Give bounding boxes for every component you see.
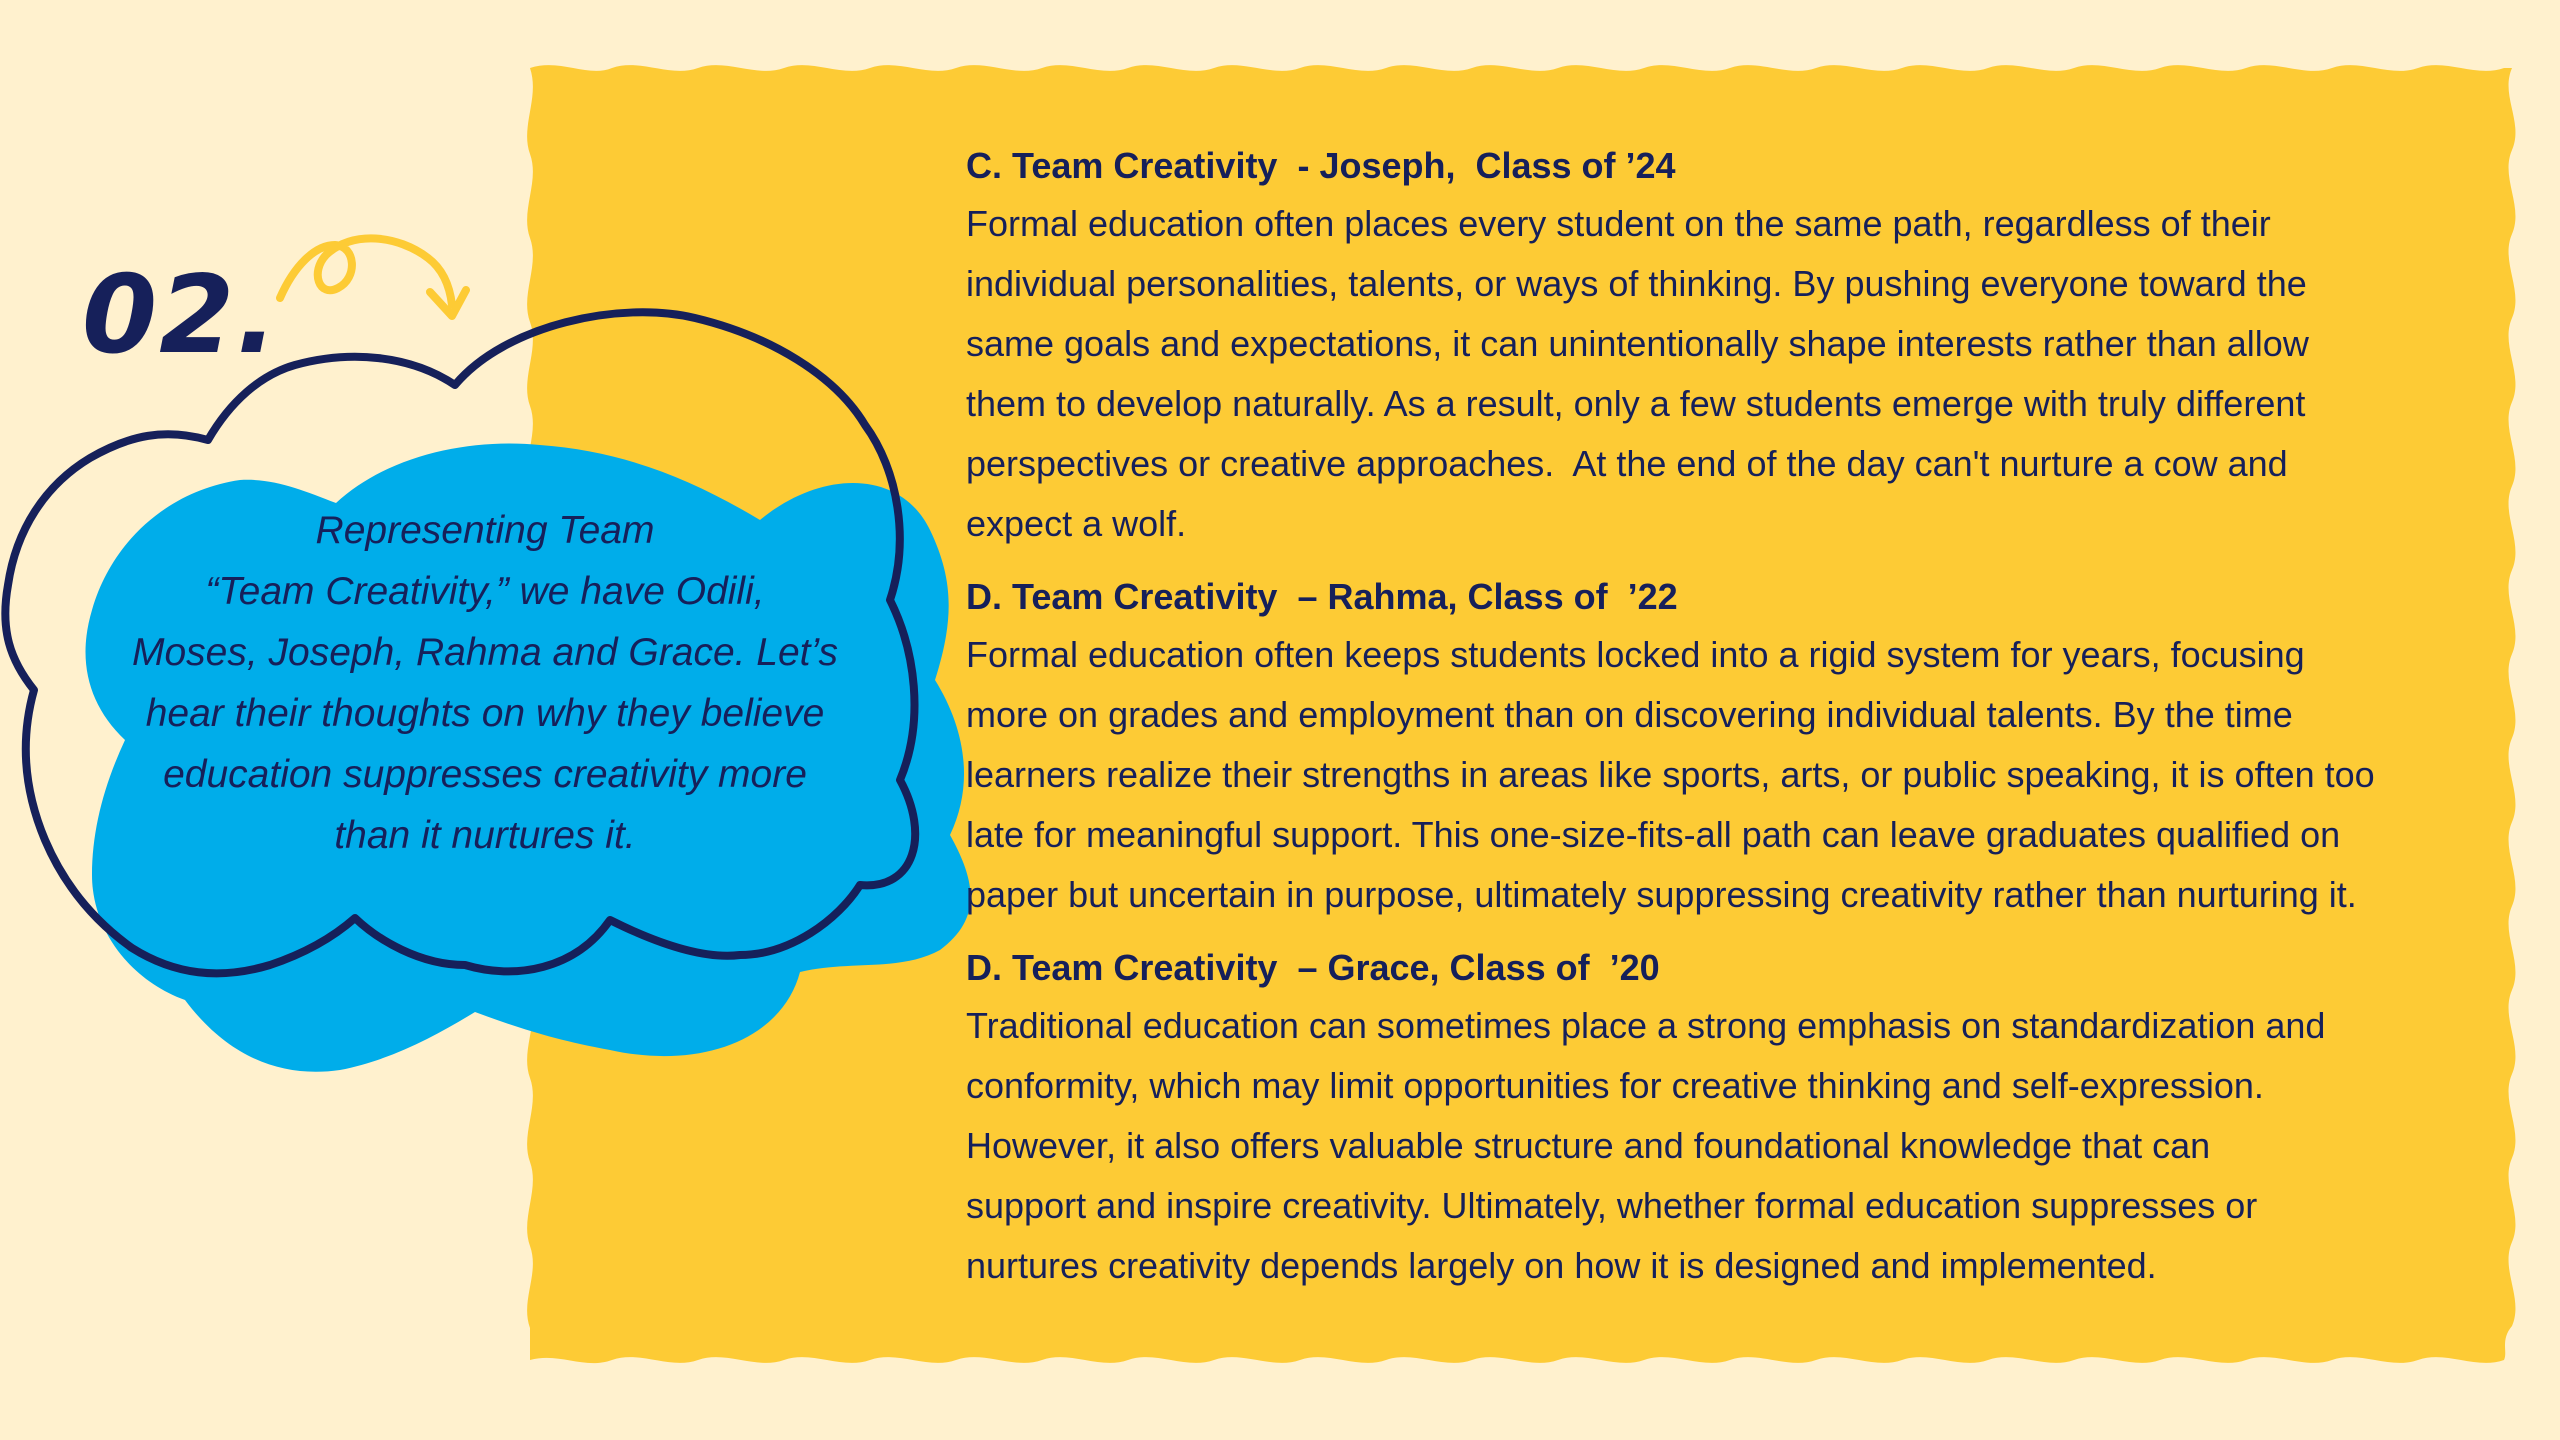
testimonial-body [966, 194, 2476, 554]
testimonial-joseph [966, 138, 2476, 554]
testimonial-line: learners realize their strengths in areas like sports, arts, or public speaking, it is often too [966, 754, 2375, 795]
curly-arrow-icon [280, 238, 466, 316]
testimonial-heading: C. Team Creativity - Joseph, Class of ’24 [966, 145, 1676, 186]
testimonial-line: perspectives or creative approaches. At the end of the day can't nurture a cow and [966, 443, 2288, 484]
team-intro-line: than it nurtures it. [334, 814, 636, 857]
testimonial-line: individual personalities, talents, or ways of thinking. By pushing everyone toward the [966, 263, 2307, 304]
testimonial-line: However, it also offers valuable structure and foundational knowledge that can [966, 1125, 2211, 1166]
testimonial-body [966, 625, 2476, 925]
testimonials-panel [966, 138, 2476, 1311]
team-intro-line: education suppresses creativity more [163, 753, 807, 796]
team-intro [115, 500, 855, 866]
testimonial-grace [966, 940, 2476, 1296]
testimonial-line: support and inspire creativity. Ultimately, whether formal education suppresses or [966, 1185, 2258, 1226]
testimonial-line: Traditional education can sometimes place a strong emphasis on standardization and [966, 1005, 2326, 1046]
testimonial-line: nurtures creativity depends largely on how it is designed and implemented. [966, 1245, 2157, 1286]
testimonial-heading: D. Team Creativity – Grace, Class of ’20 [966, 947, 1660, 988]
testimonial-line: paper but uncertain in purpose, ultimately suppressing creativity rather than nurturing it. [966, 874, 2357, 915]
testimonial-heading: D. Team Creativity – Rahma, Class of ’22 [966, 576, 1678, 617]
testimonial-line: them to develop naturally. As a result, only a few students emerge with truly different [966, 383, 2306, 424]
testimonial-line: Formal education often keeps students locked into a rigid system for years, focusing [966, 634, 2305, 675]
team-intro-line: “Team Creativity,” we have Odili, [205, 570, 765, 613]
testimonial-body [966, 996, 2476, 1296]
testimonial-rahma [966, 569, 2476, 925]
team-intro-line: hear their thoughts on why they believe [145, 692, 825, 735]
section-number: 02. [82, 253, 280, 378]
testimonial-line: late for meaningful support. This one-size-fits-all path can leave graduates qualified on [966, 814, 2341, 855]
team-intro-line: Representing Team [315, 509, 655, 552]
testimonial-line: expect a wolf. [966, 503, 1187, 544]
testimonial-line: same goals and expectations, it can unintentionally shape interests rather than allow [966, 323, 2309, 364]
testimonial-line: Formal education often places every student on the same path, regardless of their [966, 203, 2271, 244]
testimonial-line: more on grades and employment than on discovering individual talents. By the time [966, 694, 2293, 735]
testimonial-line: conformity, which may limit opportunities for creative thinking and self-expression. [966, 1065, 2264, 1106]
team-intro-line: Moses, Joseph, Rahma and Grace. Let’s [132, 631, 838, 674]
